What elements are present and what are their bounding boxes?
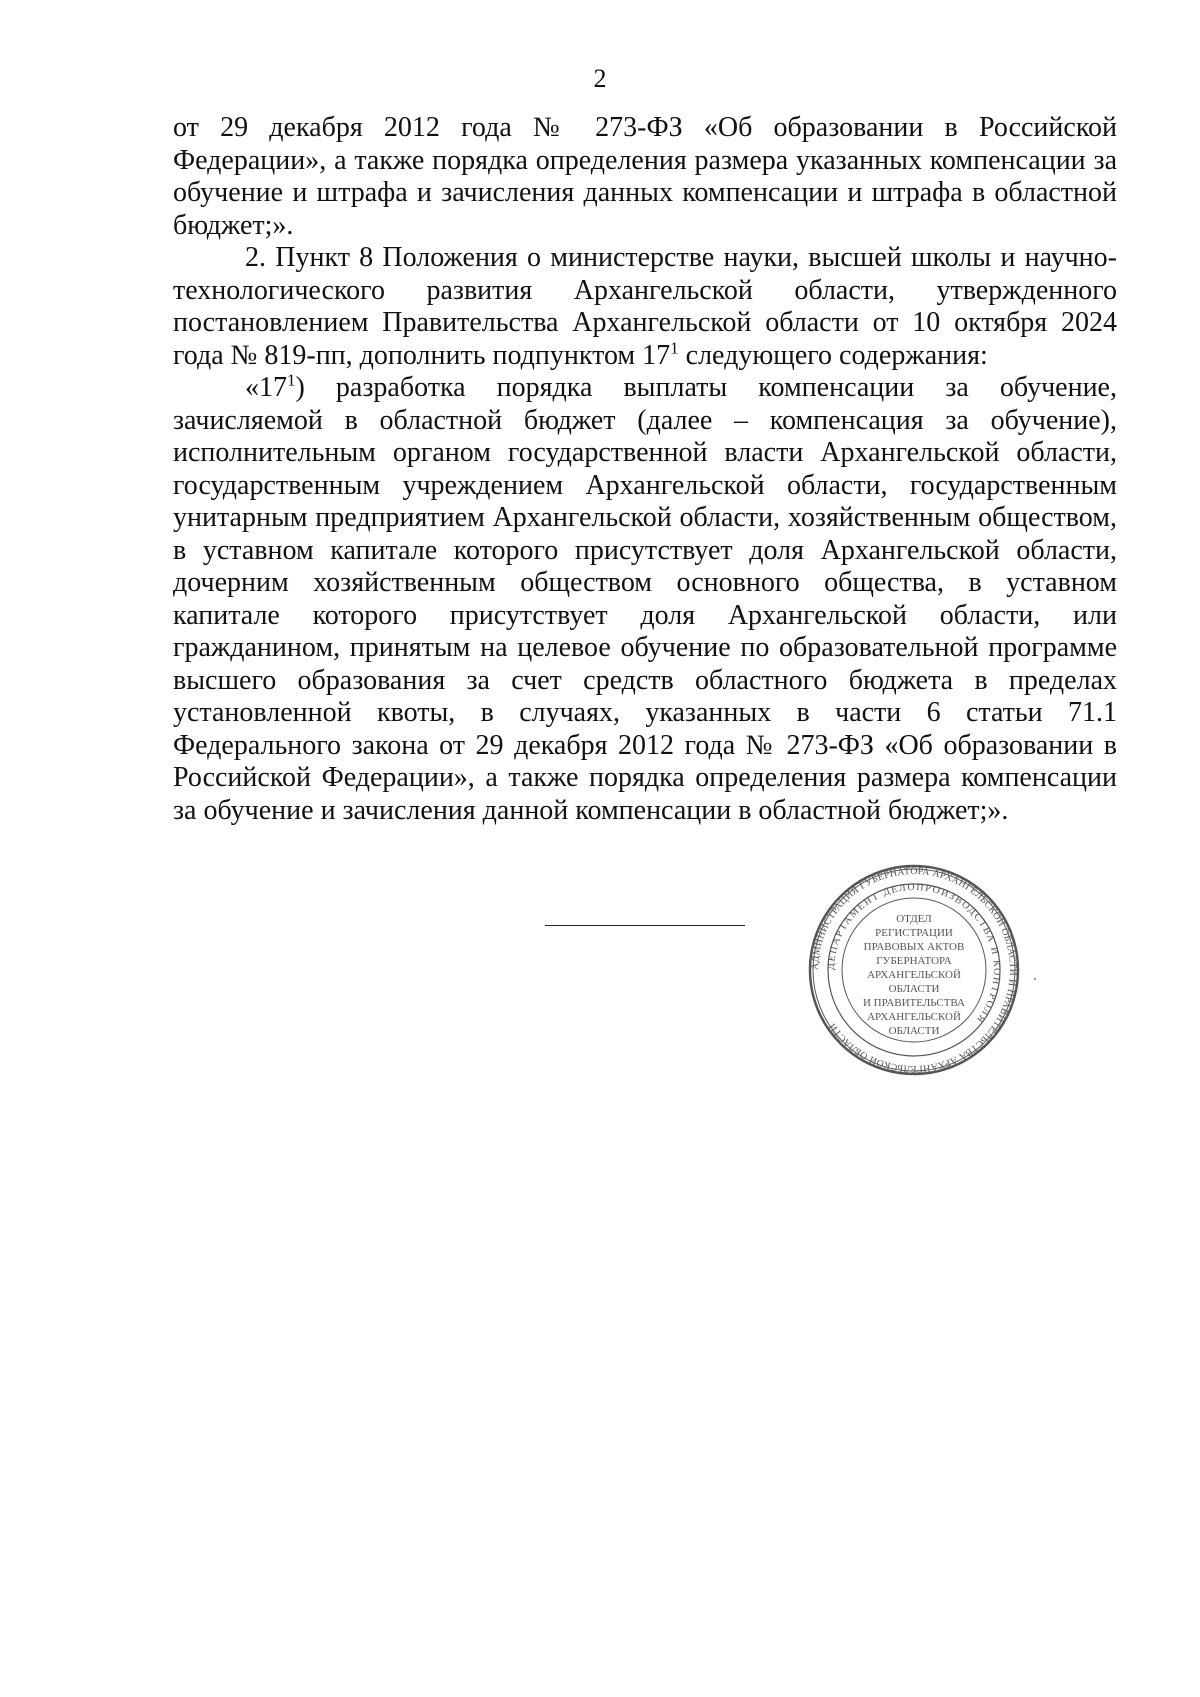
superscript: 1 (287, 370, 296, 390)
stamp-line: АРХАНГЕЛЬСКОЙ (867, 969, 961, 981)
stamp-line: ГУБЕРНАТОРА (876, 955, 952, 967)
stamp-line: ОТДЕЛ (896, 913, 932, 925)
stamp-line: АРХАНГЕЛЬСКОЙ (867, 1011, 961, 1023)
superscript: 1 (670, 338, 679, 358)
signature-line (545, 925, 745, 926)
paragraph-text: «17 (245, 372, 287, 403)
document-body (173, 112, 1117, 827)
paragraph-text: следующего содержания: (678, 339, 988, 371)
paragraph-item-2 (173, 242, 1117, 372)
stamp-line: ОБЛАСТИ (888, 1025, 940, 1037)
paragraph-text: от 29 декабря 2012 года № 273-ФЗ «Об образовании в Российской Федерации», а также порядка определения размера указанных компенсации за обучение и штрафа и зачисления данных компенсации и штрафа в областной бюджет;». (173, 112, 1117, 241)
stamp-outer-text: АДМИНИСТРАЦИЯ ГУБЕРНАТОРА АРХАНГЕЛЬСКОЙ ОБЛАСТИ И ПРАВИТЕЛЬСТВА АРХАНГЕЛЬСКОЙ ОБЛАСТИ (809, 865, 1019, 1075)
scan-speck (1034, 978, 1036, 980)
stamp-line: РЕГИСТРАЦИИ (875, 927, 953, 939)
paragraph-text: 2. Пункт 8 Положения о министерстве науки, высшей школы и научно-технологического развития Архангельской области, утвержденного постановлением Правительства Архангельской области от 10 октября 2024 года № 819-пп, дополнить подпунктом 17 (173, 242, 1117, 371)
stamp-seal-icon (808, 864, 1020, 1076)
stamp-line: ПРАВОВЫХ АКТОВ (863, 941, 965, 953)
paragraph-continuation (173, 112, 1117, 242)
paragraph-subitem-17-1 (173, 372, 1117, 827)
stamp-inner-text: ДЕПАРТАМЕНТ ДЕЛОПРОИЗВОДСТВА И КОНТРОЛЯ (825, 881, 1003, 1026)
stamp-line: ОБЛАСТИ (888, 983, 940, 995)
official-stamp (808, 864, 1020, 1076)
paragraph-text: ) разработка порядка выплаты компенсации за обучение, зачисляемой в областной бюджет (далее – компенсация за обучение), исполнительным органом государственной власти Архангельской области, государственным учреждением Архангельской области, государственным унитарным предприятием Архангельской области, хозяйственным обществом, в уставном капитале которого присутствует доля Архангельской области, дочерним хозяйственным обществом основного общества, в уставном капитале которого присутствует доля Архангельской области, или гражданином, принятым на целевое обучение по образовательной программе высшего образования за счет средств областного бюджета в пределах установленной квоты, в случаях, указанных в части 6 статьи 71.1 Федерального закона от 29 декабря 2012 года № 273-ФЗ «Об образовании в Российской Федерации», а также порядка определения размера компенсации за обучение и зачисления данной компенсации в областной бюджет;». (173, 372, 1117, 826)
stamp-line: И ПРАВИТЕЛЬСТВА (862, 997, 966, 1009)
page-number: 2 (593, 64, 607, 93)
